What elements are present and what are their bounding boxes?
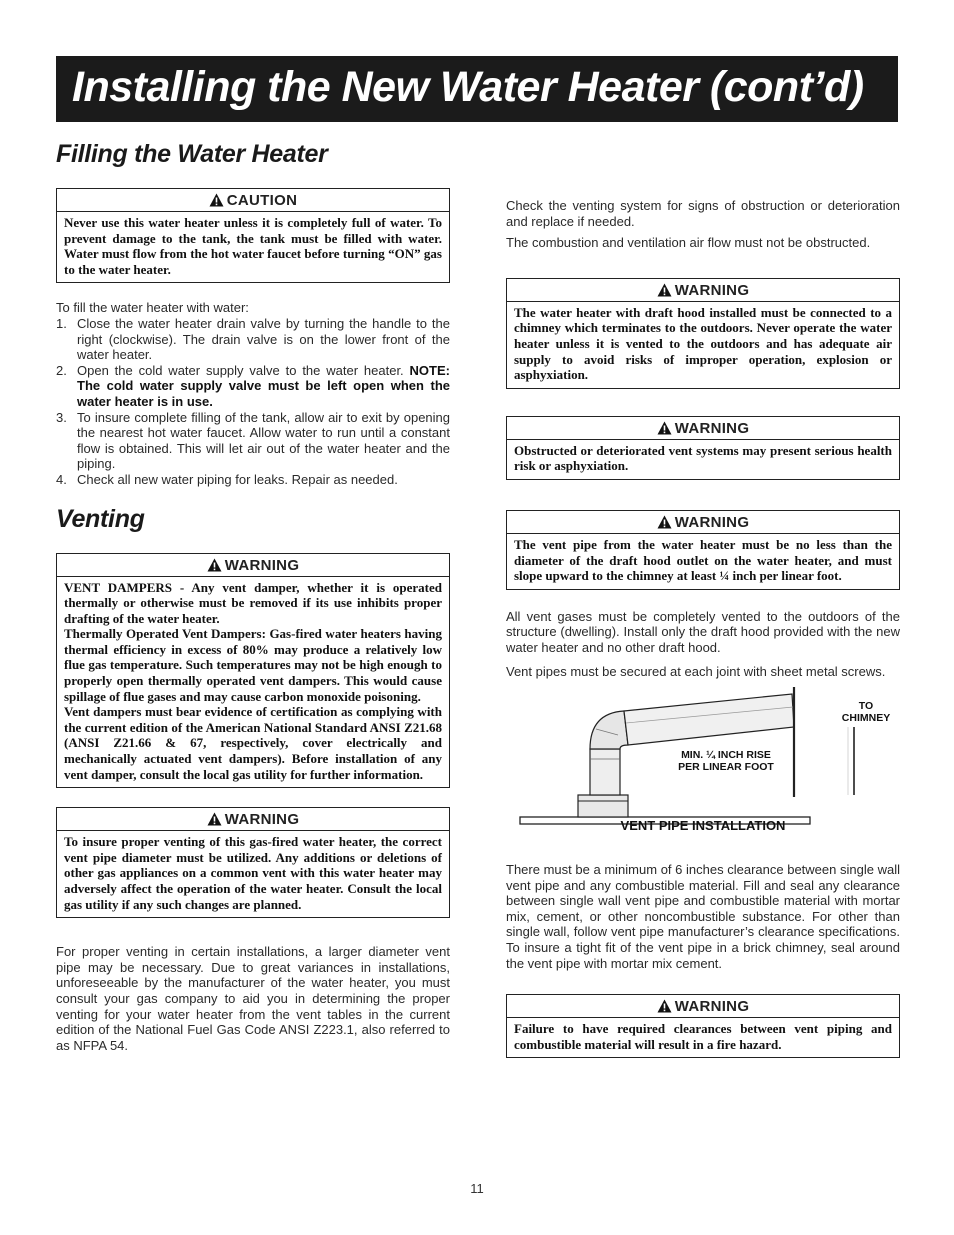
warning-label: WARNING bbox=[674, 998, 750, 1016]
diagram-caption: VENT PIPE INSTALLATION bbox=[620, 818, 786, 834]
title-banner bbox=[56, 56, 898, 122]
warning-title bbox=[57, 808, 449, 831]
larger-pipe-paragraph: For proper venting in certain installations, a larger diameter vent pipe may be necessary. Due to great variances in installations, unforeseeable by the manufacturer of the water heater, you must consult your gas company to aid you in determining the proper venting for your water heater from the vent tables in the current edition of the National Fuel Gas Code ANSI Z223.1, also referred to as NFPA 54. bbox=[56, 944, 450, 1053]
draft-hood-warning-text: The water heater with draft hood installed must be connected to a chimney which terminates to the outdoors. Never operate the water heater unless it is vented to the outdoors and has adequate air supply to avoid risks of improper operation, explosion or asphyxiation. bbox=[514, 304, 892, 383]
warning-label: WARNING bbox=[674, 513, 750, 531]
vent-damper-warning-box bbox=[56, 553, 450, 789]
warning-triangle-icon bbox=[207, 558, 222, 572]
vent-diameter-warning-text: To insure proper venting of this gas-fired water heater, the correct vent pipe diameter must be utilized. Any additions or deletions of other gas appliances on a common vent with this water heater may adversely affect the operation of the water heater. Consult the local gas utility if any such changes are planned. bbox=[64, 834, 442, 912]
clearance-warning-box bbox=[506, 994, 900, 1058]
list-item: 1. Close the water heater drain valve by turning the handle to the right (clockwise). The drain valve is on the lower front of the water heater. bbox=[56, 315, 450, 363]
page-number: 11 bbox=[470, 1181, 484, 1196]
page-title: Installing the New Water Heater (cont’d) bbox=[72, 63, 864, 111]
check-paragraph: Check the venting system for signs of obstruction or deterioration and replace if needed. bbox=[506, 198, 900, 229]
warning-triangle-icon bbox=[657, 515, 672, 529]
caution-box bbox=[56, 188, 450, 283]
caution-title bbox=[57, 189, 449, 212]
warning-triangle-icon bbox=[207, 812, 222, 826]
warning-triangle-icon bbox=[657, 283, 672, 297]
list-item: 2. Open the cold water supply valve to the water heater. NOTE: The cold water supply valve must be left open when the water heater is in use. bbox=[56, 362, 450, 409]
list-item: 4. Check all new water piping for leaks. Repair as needed. bbox=[56, 471, 398, 487]
caution-text: Never use this water heater unless it is completely full of water. To prevent damage to the tank, the tank must be filled with water. Water must flow from the hot water faucet before turning “ON” gas to the water heater. bbox=[64, 215, 442, 277]
vent-pipe-diagram bbox=[506, 687, 900, 862]
warning-title bbox=[507, 511, 899, 534]
vent-gases-paragraph: All vent gases must be completely vented to the outdoors of the structure (dwelling). Install only the draft hood provided with the new water heater and no other draft hood. bbox=[506, 608, 900, 655]
vent-diameter-warning-box bbox=[56, 807, 450, 918]
list-item: 3. To insure complete filling of the tank, allow air to exit by opening the nearest hot water faucet. Allow water to run until a constant flow is obtained. This will let air out of the water heater and the piping. bbox=[56, 409, 450, 472]
warning-title bbox=[57, 554, 449, 577]
caution-label: CAUTION bbox=[226, 192, 298, 209]
warning-label: WARNING bbox=[224, 556, 300, 574]
step-note: NOTE: The cold water supply valve must be left open when the water heater is in use. bbox=[77, 362, 450, 409]
warning-triangle-icon bbox=[657, 421, 672, 435]
warning-label: WARNING bbox=[674, 419, 750, 437]
clearance-warning-text: Failure to have required clearances between vent piping and combustible material will result in a fire hazard. bbox=[514, 1021, 892, 1052]
to-chimney-label: TO CHIMNEY bbox=[841, 700, 891, 725]
warning-label: WARNING bbox=[224, 811, 300, 829]
airflow-paragraph: The combustion and ventilation air flow must not be obstructed. bbox=[506, 235, 871, 251]
pipe-slope-warning-text: The vent pipe from the water heater must be no less than the diameter of the draft hood outlet on the water heater, and must slope upward to the chimney at least ¼ inch per linear foot. bbox=[514, 536, 892, 584]
right-column bbox=[506, 198, 900, 1058]
warning-title bbox=[507, 279, 899, 302]
warning-title bbox=[507, 417, 899, 440]
filling-heading: Filling the Water Heater bbox=[56, 140, 328, 168]
filling-instructions bbox=[56, 300, 450, 487]
vent-damper-warning-text: VENT DAMPERS - Any vent damper, whether it is operated thermally or otherwise must be removed if its use inhibits proper drafting of the water heater. Thermally Operated Vent Dampers: Gas-fired water heaters having thermal efficiency in excess of 80% may produce a relatively low flue gas temperature. Such temperatures may not be high enough to properly open thermally operated vent dampers. This would cause spillage of flue gases and may cause carbon monoxide poisoning. Vent dampers must bear evidence of certification as complying with the current edition of the American National Standard ANSI Z21.68 (ANSI Z21.66 & 67, respectively, cover electrically and mechanically actuated vent dampers). Before installation of any vent damper, consult the local gas utility for further information. bbox=[64, 579, 442, 782]
warning-triangle-icon bbox=[657, 999, 672, 1013]
obstructed-warning-box bbox=[506, 416, 900, 480]
filling-steps bbox=[56, 316, 450, 488]
clearance-paragraph: There must be a minimum of 6 inches clearance between single wall vent pipe and any combustible material. Fill and seal any clearance between single wall vent pipe and combustible material with mortar mix, cement, or other noncombustible substance. For other than single wall, follow vent pipe manufacturer’s clearance specifications. To insure a tight fit of the vent pipe in a brick chimney, seal around the vent pipe with mortar mix cement. bbox=[506, 862, 900, 971]
filling-intro: To fill the water heater with water: bbox=[56, 300, 249, 316]
pipe-slope-warning-box bbox=[506, 510, 900, 590]
warning-label: WARNING bbox=[674, 281, 750, 299]
warning-triangle-icon bbox=[209, 193, 224, 207]
obstructed-warning-text: Obstructed or deteriorated vent systems may present serious health risk or asphyxiation. bbox=[514, 442, 892, 474]
min-rise-label: MIN. ¼ INCH RISE PER LINEAR FOOT bbox=[678, 749, 774, 774]
left-column bbox=[56, 140, 450, 1053]
warning-title bbox=[507, 995, 899, 1018]
screws-paragraph: Vent pipes must be secured at each joint with sheet metal screws. bbox=[506, 663, 886, 679]
draft-hood-warning-box bbox=[506, 278, 900, 389]
venting-heading: Venting bbox=[56, 504, 145, 533]
